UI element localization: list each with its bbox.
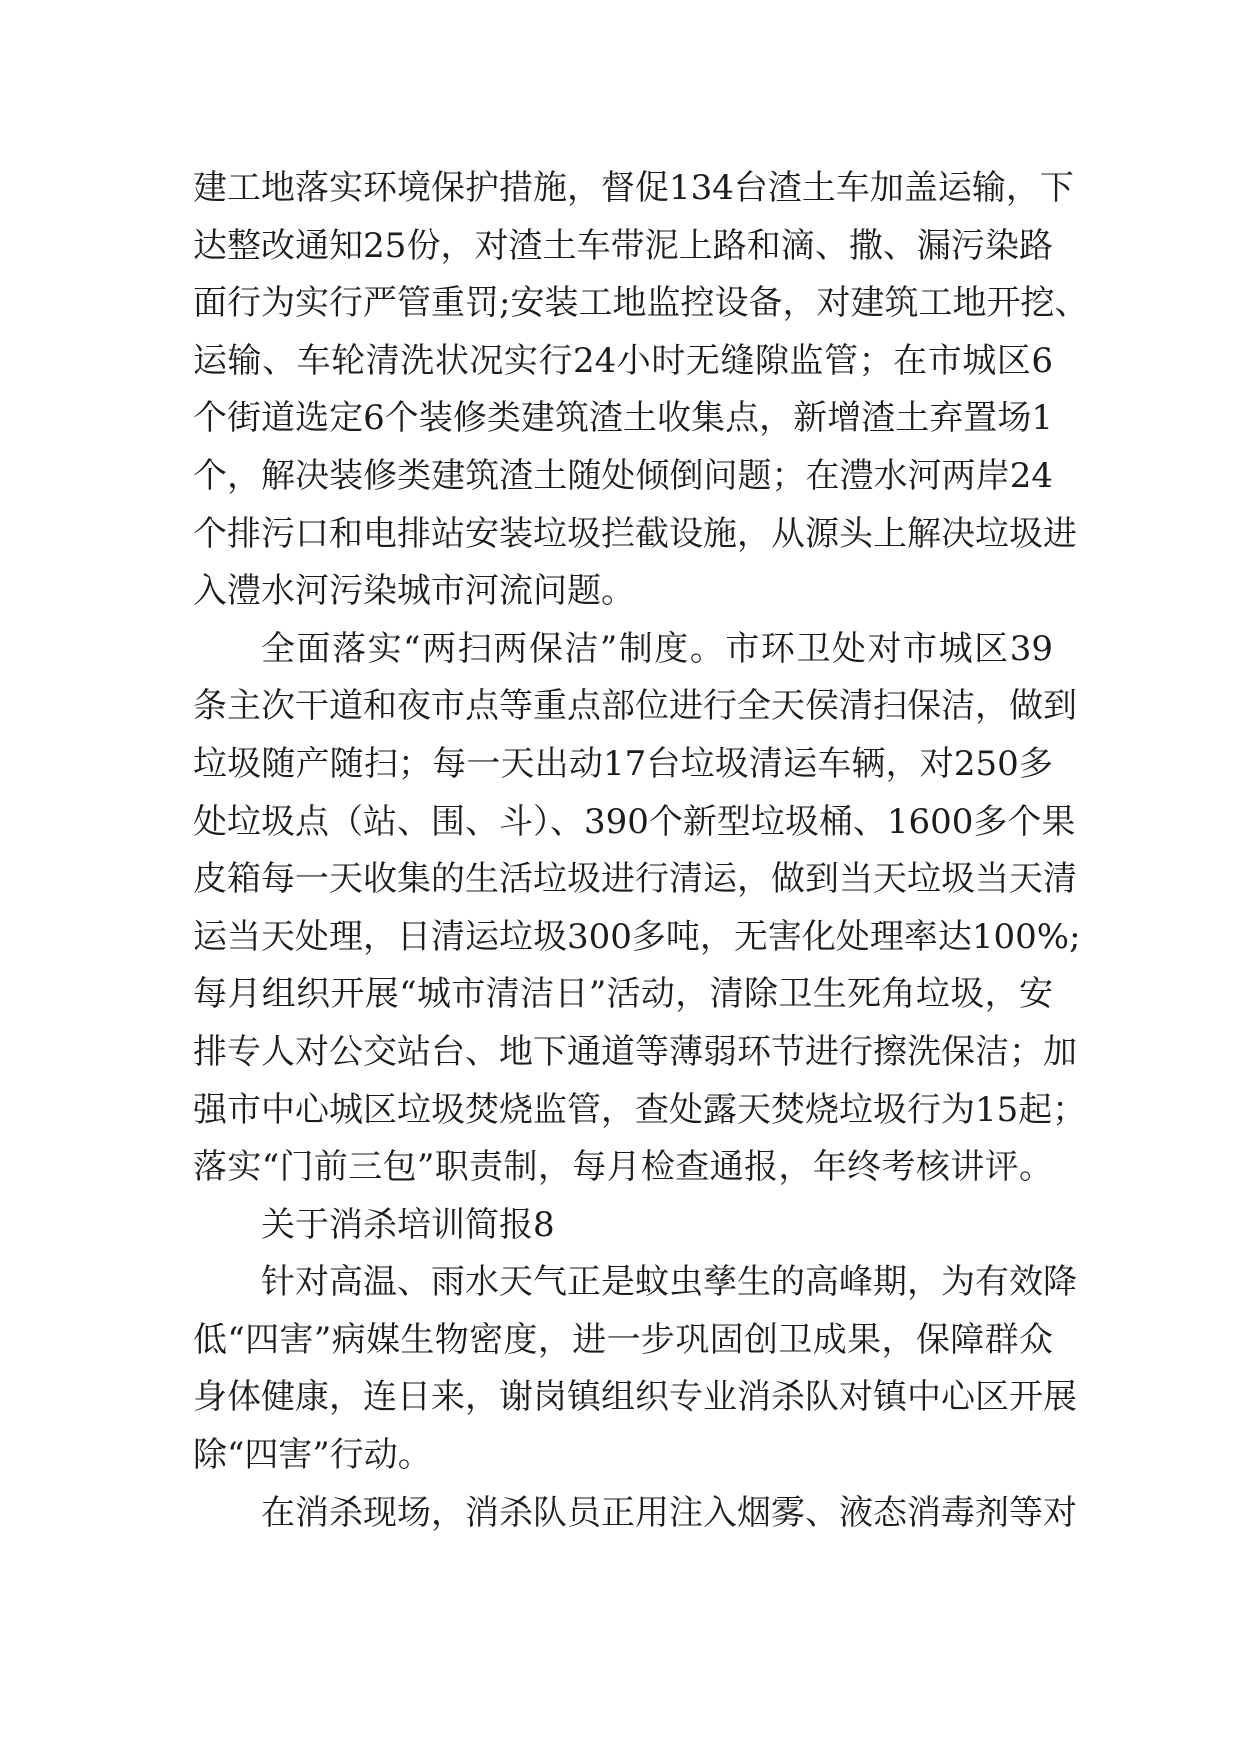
text-line: 在消杀现场，消杀队员正用注入烟雾、液态消毒剂等对 xyxy=(261,1492,1077,1533)
text-line: 皮箱每一天收集的生活垃圾进行清运，做到当天垃圾当天清 xyxy=(193,859,1077,900)
text-line: 排专人对公交站台、地下通道等薄弱环节进行擦洗保洁；加 xyxy=(193,1031,1077,1072)
section-heading xyxy=(193,1197,1053,1255)
text-line: 全面落实“两扫两保洁”制度。市环卫处对市城区39 xyxy=(261,628,1053,669)
text-line: 个排污口和电排站安装垃圾拦截设施，从源头上解决垃圾进 xyxy=(193,513,1077,554)
text-line: 运当天处理，日清运垃圾300多吨，无害化处理率达100%; xyxy=(193,916,1081,957)
text-line: 个街道选定6个装修类建筑渣土收集点，新增渣土弃置场1 xyxy=(193,398,1053,439)
paragraph-2 xyxy=(193,621,1087,1197)
text-line: 垃圾随产随扫；每一天出动17台垃圾清运车辆，对250多 xyxy=(193,743,1053,784)
text-line: 入澧水河污染城市河流问题。 xyxy=(193,571,635,612)
text-line: 处垃圾点（站、围、斗）、390个新型垃圾桶、1600多个果 xyxy=(193,801,1076,842)
text-line: 身体健康，连日来，谢岗镇组织专业消杀队对镇中心区开展 xyxy=(193,1377,1077,1418)
document-body xyxy=(193,160,1089,1542)
text-line: 达整改通知25份，对渣土车带泥上路和滴、撒、漏污染路 xyxy=(193,225,1053,266)
text-line: 除“四害”行动。 xyxy=(193,1435,432,1476)
text-line: 条主次干道和夜市点等重点部位进行全天侯清扫保洁，做到 xyxy=(193,686,1077,727)
paragraph-4 xyxy=(193,1254,1077,1484)
text-line: 个，解决装修类建筑渣土随处倾倒问题；在澧水河两岸24 xyxy=(193,455,1053,496)
text-line: 低“四害”病媒生物密度，进一步巩固创卫成果，保障群众 xyxy=(193,1319,1053,1360)
heading-text: 关于消杀培训简报8 xyxy=(261,1204,555,1245)
text-line: 落实“门前三包”职责制，每月检查通报，年终考核讲评。 xyxy=(193,1147,1053,1188)
text-line: 每月组织开展“城市清洁日”活动，清除卫生死角垃圾，安 xyxy=(193,974,1053,1015)
paragraph-5 xyxy=(193,1485,1077,1543)
text-line: 强市中心城区垃圾焚烧监管，查处露天焚烧垃圾行为15起； xyxy=(193,1089,1087,1130)
text-line: 运输、车轮清洗状况实行24小时无缝隙监管；在市城区6 xyxy=(193,340,1053,381)
text-line: 针对高温、雨水天气正是蚊虫孳生的高峰期，为有效降 xyxy=(261,1262,1077,1303)
paragraph-1 xyxy=(193,160,1089,621)
text-line: 建工地落实环境保护措施，督促134台渣土车加盖运输，下 xyxy=(193,168,1074,208)
text-line: 面行为实行严管重罚;安装工地监控设备，对建筑工地开挖、 xyxy=(193,283,1089,324)
